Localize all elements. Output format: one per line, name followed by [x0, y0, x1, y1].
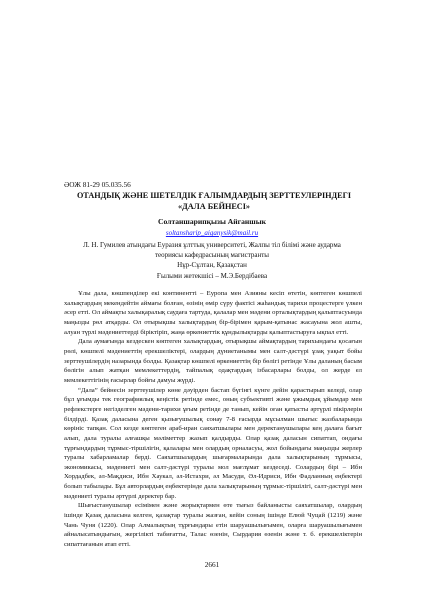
body-paragraph: “Дала” бейнесін зерттеушілер көне дәуірден бастап бүгінгі күнге дейін қарастырып келеді, олар бұл ұғымды тек географиялық кеңістік ретінде емес, оның субъективті және ұжымдық ұйымдар мен рефлекстерге негізделген мәдени-тарихи ұғым ретінде де танып, кейін оған қатысты әртүрлі пікірлерін білдірді. Қазақ даласына деген қызығушылық сонау 7-8 ғасырда мұсылман шығыс жазбаларында көрініс тапқан. Сол кезде көптеген араб-иран саяхатшылары мен деректанушылары кең далаға бағыт алып, дала туралы алғашқы мәліметтер жазып қалдырды. Олар қазақ даласын сипаттап, ондағы тұрғындардың тұрмыс-тіршілігін, қалалары мен олардың орналасуы, жол бойындағы маңызды жерлер туралы хабарламалар берді. Саяхатшылардың шығармаларында дала халықтарының тұрмысы, экономикасы, мәдениеті мен салт-дәстүрі туралы мол мағлұмат кездеседі. Солардың бірі – Ибн Хордадбек, әл-Мақдиси, Ибн Хаукал, әл-Истахри, әл Масуди, Әл-Идриси, Ибн Фадланның еңбектері болып табылады. Бұл авторлардың еңбектерінде дала халықтарының тұрмыс-тіршілігі, салт-дәстүрі мен мәдениеті туралы әртүрлі деректер бар.	[64, 386, 362, 500]
article-title: ОТАНДЫҚ ЖӘНЕ ШЕТЕЛДІК ҒАЛЫМДАРДЫҢ ЗЕРТТЕУЛЕРІНДЕГІ «ДАЛА БЕЙНЕСІ»	[76, 191, 352, 211]
body-paragraph: Дала аумағында кездескен көптеген халықтардың, отырықшы аймақтардың тарихындағы қосағын рөлі, көшпелі мәдениеттің ерекшеліктері, олардың дүниетанымы мен салт-дәстүрі ұзақ уақыт бойы зерттеушілердің назарында болды. Қазақтар көшпелі өркениеттің бір бөлігі ретінде Ұлы даланың басым бөлігін алып жатқан мемлекеттердің, тайпалық одақтардың ізбасарлары болды, ол жерде ел мемлекеттігінің ғасырлар бойғы дамуы жүрді.	[64, 338, 362, 384]
body-paragraph: Шығыстанушылар есімімен және жорықтармен өте тығыз байланысты саяхатшылар, олардың ішінде Қазақ даласына келген, қазақтар туралы жазған, кейін соның ішінде Елюй Чуцай (1219) және Чань Чуня (1220). Олар Алмалықтың тұрғындары етін шаруашылығымен, оларға шаруашылығымен айналысатындығын, жергілікті табиғатты, Талас өзенін, Сырдария өзенін және т. б. ерекшеліктерін сипаттағанын атап етті.	[64, 502, 362, 549]
udc-code: ӘОЖ 81-29 05.035.56	[64, 180, 131, 189]
author-name: Солтаншарипқызы Айганшык	[158, 217, 266, 226]
author-city: Нұр-Сұлтан, Қазақстан	[177, 261, 247, 269]
scientific-advisor: Ғылыми жетекшісі – М.Э.Бердібаева	[156, 272, 268, 280]
body-paragraph: Ұлы дала, көшпенділер екі континентті – Еуропа мен Азияны кесіп өтетін, көптеген көшпелі халықтардың мекендейтін аймағы болған, өзінің өмір сүру фактісі жаһандық тарихи процестерге үлкен әсер етті. Ол аймақты халықаралық саудаға тартуда, қалалар мен мәдени орталықтардың қалыптасуында маңызды рөл атқарды. Ол отырықшы халықтардың бір-бірімен қарым-қатынас жасауына жол ашты, алуан түрлі мәдениеттерді біріктіріп, жаңа өркениеттік құндылықтарды қалыптастыруға ықпал етті.	[64, 290, 362, 336]
author-affiliation: Л. Н. Гумилев атындағы Еуразия ұлттық университеті, Жалпы тіл білімі және аударма теориясы кафедрасының магистранты	[83, 241, 341, 259]
page-number: 2661	[204, 560, 220, 569]
author-email-link[interactable]: soltansharip_aiganysik@mail.ru	[165, 229, 259, 237]
article-body	[64, 289, 362, 550]
